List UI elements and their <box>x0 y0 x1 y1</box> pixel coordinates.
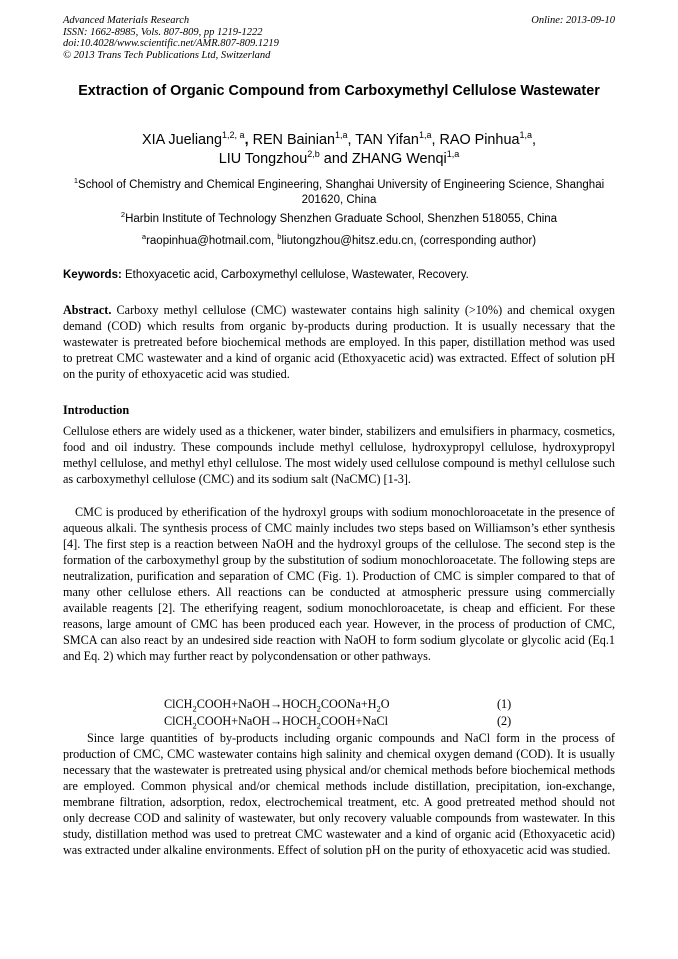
affiliation-1 <box>63 178 615 208</box>
journal-header <box>63 15 615 61</box>
abstract <box>63 302 615 382</box>
formula-part: COOH+NaOH <box>196 697 270 711</box>
author-affiliation-mark: 1,2, a <box>222 130 245 141</box>
formula-subscript: 2 <box>316 703 321 714</box>
author-name: XIA Jueliang <box>142 132 223 148</box>
doi-line: doi:10.4028/www.scientific.net/AMR.807-809.1219 <box>63 38 279 50</box>
author-affiliation-mark: 1,a <box>418 130 432 141</box>
equation-formula <box>164 713 388 730</box>
copyright-line: © 2013 Trans Tech Publications Ltd, Switzerland <box>63 49 271 61</box>
formula-part: O <box>380 697 390 711</box>
formula-part: HOCH <box>282 714 317 728</box>
equation-block <box>0 696 678 730</box>
affiliation-mark: 2 <box>120 210 126 220</box>
author-affiliation-mark: 1,a <box>446 149 460 160</box>
author-affiliation-mark: 1,a <box>519 130 532 141</box>
intro-paragraph-2: CMC is produced by etherification of the hydroxyl groups with sodium monochloroacetate in the presence of aqueous alkali. The synthesis process of CMC mainly includes two steps based on Williamson’s ether synthesis [4]. The first step is a reaction between NaOH and the hydroxyl groups of the cellulose. The second step is the formation of the carboxymethyl group by the substitution of sodium monochloroacetate. The following steps are neutralization, purification and separation of CMC (Fig. 1). Production of CMC is simpler compared to that of many other cellulose ethers. All reactions can be conducted at atmospheric pressure using commercially available reagents [2]. The etherifying reagent, sodium monochloroacetate, is cheap and efficient. For these reasons, large amount of CMC has been produced each year. However, in the process of production of CMC, SMCA can also react by an undesired side reaction with NaOH to form sodium glycolate or glycolic acid (Eq.1 and Eq. 2) which may further react by polycondensation or other pathways. <box>63 505 615 663</box>
formula-part: COOH+NaCl <box>320 714 389 728</box>
formula-subscript: 2 <box>192 720 197 731</box>
author-separator: , <box>531 132 536 148</box>
email-mark: a <box>141 232 147 242</box>
affiliation-mark: 1 <box>73 176 79 186</box>
author-affiliation-mark: 1,a <box>334 130 348 141</box>
author-name: RAO Pinhua <box>439 132 520 148</box>
issn-line: ISSN: 1662-8985, Vols. 807-809, pp 1219-1222 <box>63 26 263 38</box>
abstract-text: Carboxy methyl cellulose (CMC) wastewater contains high salinity (>10%) and chemical oxygen demand (COD) which results from organic by-products during production. It is usually necessary that the wastewater is pretreated before biochemical methods are employed. In this paper, distillation method was used to pretreat CMC wastewater and a kind of organic acid (Ethoxyacetic acid) was extracted. Effect of solution pH on the purity of ethoxyacetic acid was studied. <box>63 303 615 381</box>
formula-part: COONa+H <box>320 697 377 711</box>
formula-part: HOCH <box>282 697 317 711</box>
formula-subscript: 2 <box>316 720 321 731</box>
formula-subscript: 2 <box>192 703 197 714</box>
equation-formula <box>164 696 390 713</box>
email-mark: b <box>277 232 282 242</box>
email-address: liutongzhou@hitsz.edu.cn, (corresponding author) <box>281 235 537 247</box>
author-name: LIU Tongzhou <box>218 151 308 167</box>
intro-paragraph-3: Since large quantities of by-products including organic compounds and NaCl form in the process of production of CMC, CMC wastewater contains high salinity and chemical oxygen demand (COD). It is usually necessary that the wastewater is pretreated using physical and/or chemical methods before biochemical methods are employed. Common physical and/or chemical methods include distillation, precipitation, ion-exchange, membrane filtration, adsorption, redox, electrochemical treatment, etc. A good pretreated method should not only decrease COD and salinity of wastewater, but only recovery valuable compounds from wastewater. In this study, distillation method was used to pretreat CMC wastewater and a kind of organic acid (Ethoxyacetic acid) was extracted under alkaline environments. Effect of solution pH on the purity of ethoxyacetic acid was studied. <box>63 731 615 857</box>
affiliation-text: Harbin Institute of Technology Shenzhen Graduate School, Shenzhen 518055, China <box>125 213 558 225</box>
author-separator: , <box>431 132 440 148</box>
author-affiliation-mark: 2,b <box>307 149 320 160</box>
affiliation-text: School of Chemistry and Chemical Engineering, Shanghai University of Engineering Science, Shanghai 201620, China <box>78 179 605 206</box>
section-heading: Introduction <box>63 403 130 417</box>
author-separator: , <box>244 132 253 148</box>
formula-part: ClCH <box>164 714 193 728</box>
equation-number: (2) <box>497 714 512 728</box>
author-name: TAN Yifan <box>355 132 419 148</box>
email-line <box>63 234 615 249</box>
equation-number: (1) <box>497 697 512 711</box>
equation-2 <box>0 713 678 730</box>
author-separator: , <box>347 132 356 148</box>
reaction-arrow-icon: → <box>269 697 283 711</box>
author-name: REN Bainian <box>252 132 335 148</box>
keywords-label: Keywords: <box>63 269 122 281</box>
author-conjunction: and <box>319 151 352 167</box>
keywords-text: Ethoxyacetic acid, Carboxymethyl cellulose, Wastewater, Recovery. <box>121 269 469 281</box>
equation-1 <box>0 696 678 713</box>
author-list <box>63 131 615 169</box>
formula-part: ClCH <box>164 697 193 711</box>
formula-subscript: 2 <box>376 703 381 714</box>
keywords <box>63 268 615 283</box>
reaction-arrow-icon: → <box>269 714 283 728</box>
abstract-label: Abstract. <box>63 303 112 317</box>
email-address: raopinhua@hotmail.com, <box>146 235 278 247</box>
intro-paragraph-1: Cellulose ethers are widely used as a thickener, water binder, stabilizers and emulsifiers in pharmacy, cosmetics, food and oil industry. These compounds include methyl cellulose, hydroxypropyl cellulose, hydroxypropyl methyl cellulose, and methyl ethyl cellulose. The most widely used cellulose compound is methyl cellulose such as carboxymethyl cellulose (CMC) and its sodium salt (NaCMC) [1-3]. <box>63 424 615 486</box>
journal-name: Advanced Materials Research <box>63 15 190 26</box>
paper-title: Extraction of Organic Compound from Carboxymethyl Cellulose Wastewater <box>78 83 600 99</box>
author-name: ZHANG Wenqi <box>351 151 447 167</box>
formula-part: COOH+NaOH <box>196 714 270 728</box>
affiliation-2 <box>63 212 615 227</box>
online-date: Online: 2013-09-10 <box>531 15 615 26</box>
